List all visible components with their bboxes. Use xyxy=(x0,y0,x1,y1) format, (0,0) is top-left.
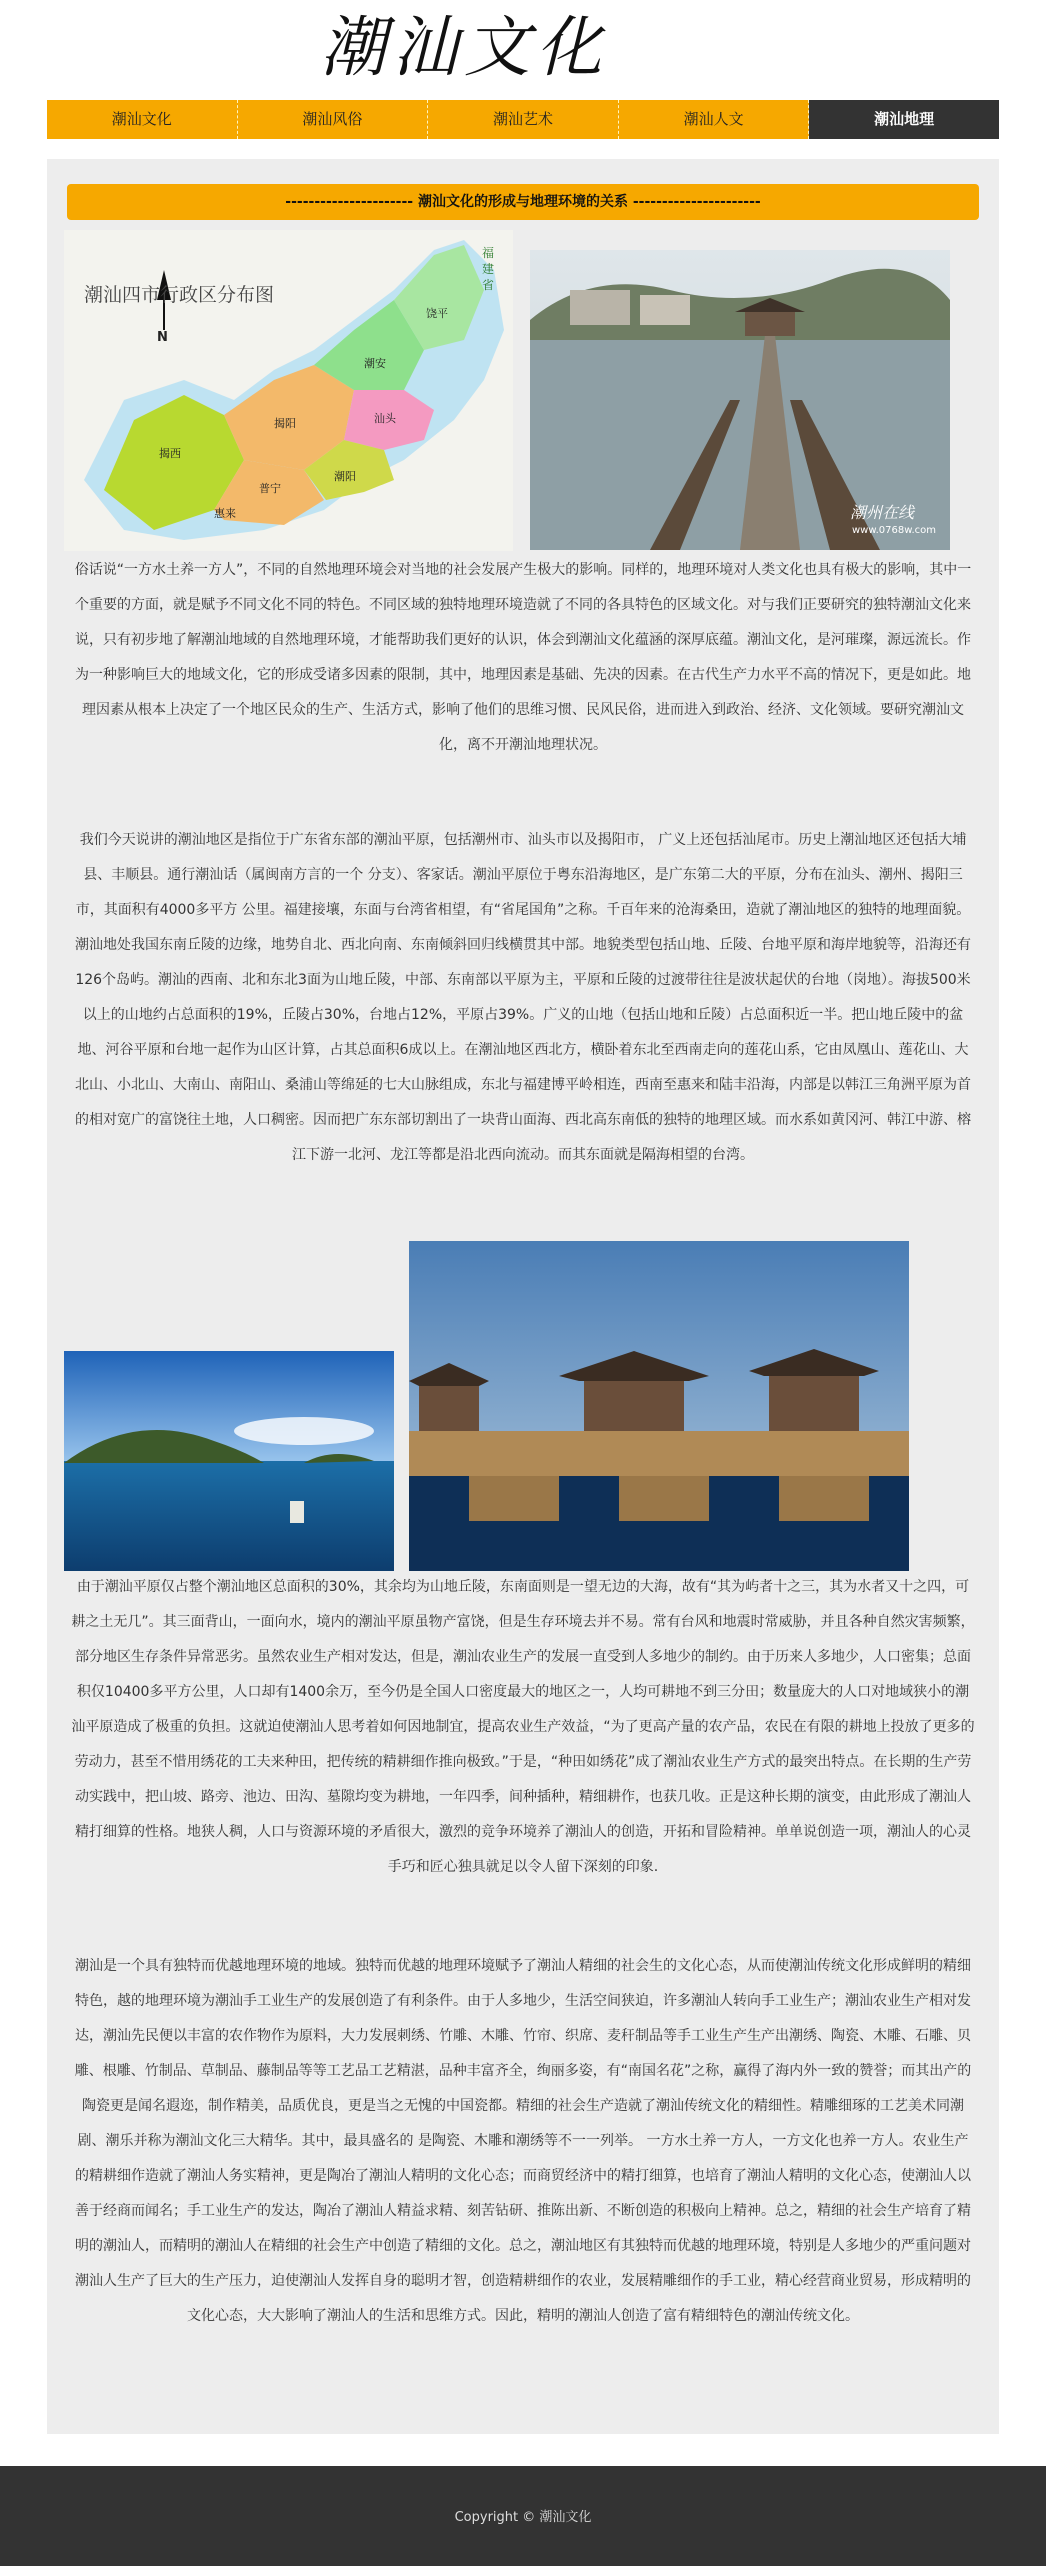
copyright-text: Copyright © 潮汕文化 xyxy=(454,2510,592,2525)
map-label-jiexi: 揭西 xyxy=(159,447,181,460)
nav-item-arts[interactable]: 潮汕艺术 xyxy=(428,100,619,139)
map-label-jieyang: 揭阳 xyxy=(274,417,296,430)
map-label-shantou: 汕头 xyxy=(374,412,396,425)
nav-item-geography[interactable]: 潮汕地理 xyxy=(809,100,999,139)
map-fujian-label: 福建省 xyxy=(482,246,495,292)
paragraph-environment: 由于潮汕平原仅占整个潮汕地区总面积的30%，其余均为山地丘陵，东南面则是一望无边的大海，故有“其为屿者十之三，其为水者又十之四，可耕之土无几”。其三面背山，一面向水，境内的潮汕平原虽物产富饶，但是生存环境去并不易。常有台风和地震时常威胁，并且各种自然灾害频繁，部分地区生存条件异常恶劣。虽然农业生产相对发达，但是，潮汕农业生产的发展一直受到人多地少的制约。由于历来人多地少，人口密集；总面积仅10400多平方公里，人口却有1400余万，至今仍是全国人口密度最大的地区之一，人均可耕地不到三分田；数量庞大的人口对地域狭小的潮汕平原造成了极重的负担。这就迫使潮汕人思考着如何因地制宜，提高农业生产效益，“为了更高产量的农产品，农民在有限的耕地上投放了更多的劳动力，甚至不惜用绣花的工夫来种田，把传统的精耕细作推向极致。”于是，“种田如绣花”成了潮汕农业生产方式的最突出特点。在长期的生产劳动实践中，把山坡、路旁、池边、田沟、墓隙均变为耕地，一年四季，间种插种，精细耕作，也获几收。正是这种长期的演变，由此形成了潮汕人精打细算的性格。地狭人稠，人口与资源环境的矛盾很大，激烈的竞争环境养了潮汕人的创造，开拓和冒险精神。单单说创造一项，潮汕人的心灵手巧和匠心独具就足以令人留下深刻的印象. xyxy=(71,1579,975,1875)
nav-item-customs[interactable]: 潮汕风俗 xyxy=(238,100,429,139)
site-header xyxy=(0,0,1046,96)
map-label-raoping: 饶平 xyxy=(426,307,448,320)
pavilion-bridge-photo xyxy=(409,1241,909,1571)
main-content xyxy=(47,159,999,2434)
site-footer xyxy=(0,2466,1046,2566)
map-label-huilai: 惠来 xyxy=(214,507,236,520)
map-label-chaoan: 潮安 xyxy=(364,357,386,370)
section-title: ---------------------- 潮汕文化的形成与地理环境的关系 ---------------------- xyxy=(67,184,979,220)
island-photo xyxy=(64,1351,394,1571)
paragraph-intro: 俗话说“一方水土养一方人”，不同的自然地理环境会对当地的社会发展产生极大的影响。同样的，地理环境对人类文化也具有极大的影响，其中一个重要的方面，就是赋予不同文化不同的特色。不同区域的独特地理环境造就了不同的各具特色的区域文化。对与我们正要研究的独特潮汕文化来说，只有初步地了解潮汕地域的自然地理环境，才能帮助我们更好的认识，体会到潮汕文化蕴涵的深厚底蕴。潮汕文化，是河璀璨，源远流长。作为一种影响巨大的地域文化，它的形成受诸多因素的限制，其中，地理因素是基础、先决的因素。在古代生产力水平不高的情况下，更是如此。地理因素从根本上决定了一个地区民众的生产、生活方式，影响了他们的思维习惯、民风民俗，进而进入到政治、经济、文化领域。要研究潮汕文化，离不开潮汕地理状况。 xyxy=(74,562,972,753)
paragraph-culture: 潮汕是一个具有独特而优越地理环境的地域。独特而优越的地理环境赋予了潮汕人精细的社会生的文化心态，从而使潮汕传统文化形成鲜明的精细特色，越的地理环境为潮汕手工业生产的发展创造了有利条件。由于人多地少，生活空间狭迫，许多潮汕人转向手工业生产；潮汕农业生产相对发达，潮汕先民便以丰富的农作物作为原料，大力发展刺绣、竹雕、木雕、竹帘、织席、麦秆制品等手工业生产生产出潮绣、陶瓷、木雕、石雕、贝雕、根雕、竹制品、草制品、藤制品等等工艺品工艺精湛，品种丰富齐全，绚丽多姿，有“南国名花”之称，赢得了海内外一致的赞誉；而其出产的陶瓷更是闻名遐迩，制作精美，品质优良，更是当之无愧的中国瓷都。精细的社会生产造就了潮汕传统文化的精细性。精雕细琢的工艺美术同潮剧、潮乐并称为潮汕文化三大精华。其中，最具盛名的 是陶瓷、木雕和潮绣等不一一列举。 一方水土养一方人，一方文化也养一方人。农业生产的精耕细作造就了潮汕人务实精神，更是陶冶了潮汕人精明的文化心态；而商贸经济中的精打细算，也培育了潮汕人精明的文化心态，使潮汕人以善于经商而闻名；手工业生产的发达，陶冶了潮汕人精益求精、刻苦钻研、推陈出新、不断创造的积极向上精神。总之，精细的社会生产培育了精明的潮汕人，而精明的潮汕人在精细的社会生产中创造了精细的文化。总之，潮汕地区有其独特而优越的地理环境，特别是人多地少的严重问题对潮汕人生产了巨大的生产压力，迫使潮汕人发挥自身的聪明才智，创造精耕细作的农业，发展精雕细作的手工业，精心经营商业贸易，形成精明的文化心态，大大影响了潮汕人的生活和思维方式。因此，精明的潮汕人创造了富有精细特色的潮汕传统文化。 xyxy=(74,1958,972,2324)
photo-watermark-url: www.0768w.com xyxy=(852,525,937,536)
bridge-photo xyxy=(530,250,950,550)
map-north-label: N xyxy=(157,330,168,345)
map-title: 潮汕四市行政区分布图 xyxy=(84,284,275,306)
map-image xyxy=(64,230,513,551)
map-illustration xyxy=(64,230,513,551)
island-illustration xyxy=(64,1351,394,1571)
main-nav xyxy=(47,100,999,139)
paragraph-geography: 我们今天说讲的潮汕地区是指位于广东省东部的潮汕平原，包括潮州市、汕头市以及揭阳市， 广义上还包括汕尾市。历史上潮汕地区还包括大埔县、丰顺县。通行潮汕话（属闽南方言的一个 分支）、客家话。潮汕平原位于粤东沿海地区，是广东第二大的平原，分布在汕头、潮州、揭阳三市，其面积有4000多平方 公里。福建接壤，东面与台湾省相望，有“省尾国角”之称。千百年来的沧海桑田，造就了潮汕地区的独特的地理面貌。潮汕地处我国东南丘陵的边缘，地势自北、西北向南、东南倾斜回归线横贯其中部。地貌类型包括山地、丘陵、台地平原和海岸地貌等，沿海还有126个岛屿。潮汕的西南、北和东北3面为山地丘陵，中部、东南部以平原为主，平原和丘陵的过渡带往往是波状起伏的台地（岗地）。海拔500米以上的山地约占总面积的19%，丘陵占30%，台地占12%，平原占39%。广义的山地（包括山地和丘陵）占总面积近一半。把山地丘陵中的盆地、河谷平原和台地一起作为山区计算，占其总面积6成以上。在潮汕地区西北方，横卧着东北至西南走向的莲花山系，它由凤凰山、莲花山、大北山、小北山、大南山、南阳山、桑浦山等绵延的七大山脉组成，东北与福建博平岭相连，西南至惠来和陆丰沿海，内部是以韩江三角洲平原为首的相对宽广的富饶往土地，人口稠密。因而把广东东部切割出了一块背山面海、西北高东南低的独特的地理区域。而水系如黄冈河、韩江中游、榕江下游一北河、龙江等都是沿北西向流动。而其东面就是隔海相望的台湾。 xyxy=(75,832,971,1163)
map-label-puning: 普宁 xyxy=(259,482,281,495)
nav-item-culture[interactable]: 潮汕文化 xyxy=(47,100,238,139)
nav-item-humanities[interactable]: 潮汕人文 xyxy=(619,100,810,139)
map-label-chaoyang: 潮阳 xyxy=(334,470,356,483)
photo-watermark: 潮州在线 xyxy=(850,503,915,522)
pavilion-illustration xyxy=(409,1241,909,1571)
site-logo[interactable]: 潮汕文化 xyxy=(320,9,608,86)
